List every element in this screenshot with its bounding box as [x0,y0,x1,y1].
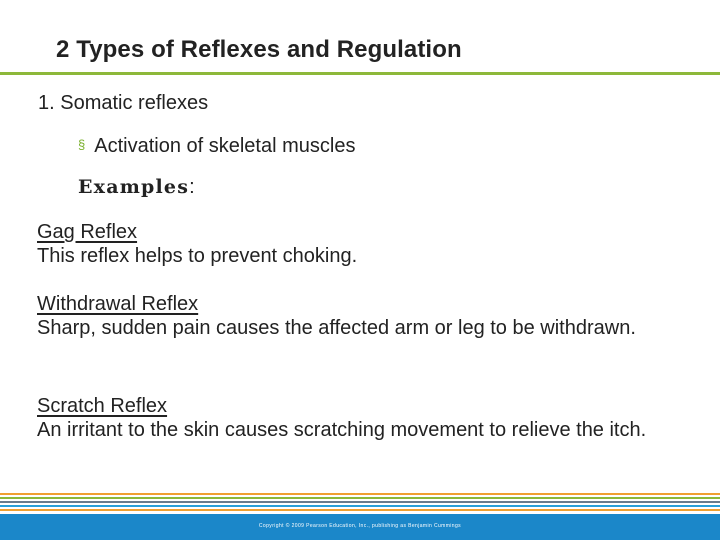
section-bullet-icon: § [78,137,86,152]
footer-stripe-orange-2 [0,509,720,511]
examples-colon: : [189,176,195,198]
examples-heading [78,176,195,199]
example-name: Withdrawal Reflex [37,293,199,315]
example-withdrawal-reflex [37,292,697,340]
example-gag-reflex [37,220,697,268]
example-name: Gag Reflex [37,221,138,243]
example-description: Sharp, sudden pain causes the affected arm or leg to be withdrawn. [37,317,636,339]
copyright-text: Copyright © 2009 Pearson Education, Inc., publishing as Benjamin Cummings [258,523,462,529]
footer-stripe-gray [0,501,720,503]
example-description: An irritant to the skin causes scratching movement to relieve the itch. [37,419,647,441]
title-underline [0,72,720,75]
examples-label: Examples [78,176,190,198]
example-name: Scratch Reflex [37,395,168,417]
slide-title: 2 Types of Reflexes and Regulation [56,36,462,63]
footer-stripe-orange [0,493,720,495]
footer-stripe-green [0,497,720,499]
bullet-text: Activation of skeletal muscles [94,135,356,157]
numbered-item-somatic-reflexes: 1. Somatic reflexes [38,92,209,114]
footer-stripe-blue [0,505,720,507]
footer-bar [0,514,720,540]
example-description: This reflex helps to prevent choking. [37,245,358,267]
example-scratch-reflex [37,394,697,442]
bullet-item [78,135,355,158]
